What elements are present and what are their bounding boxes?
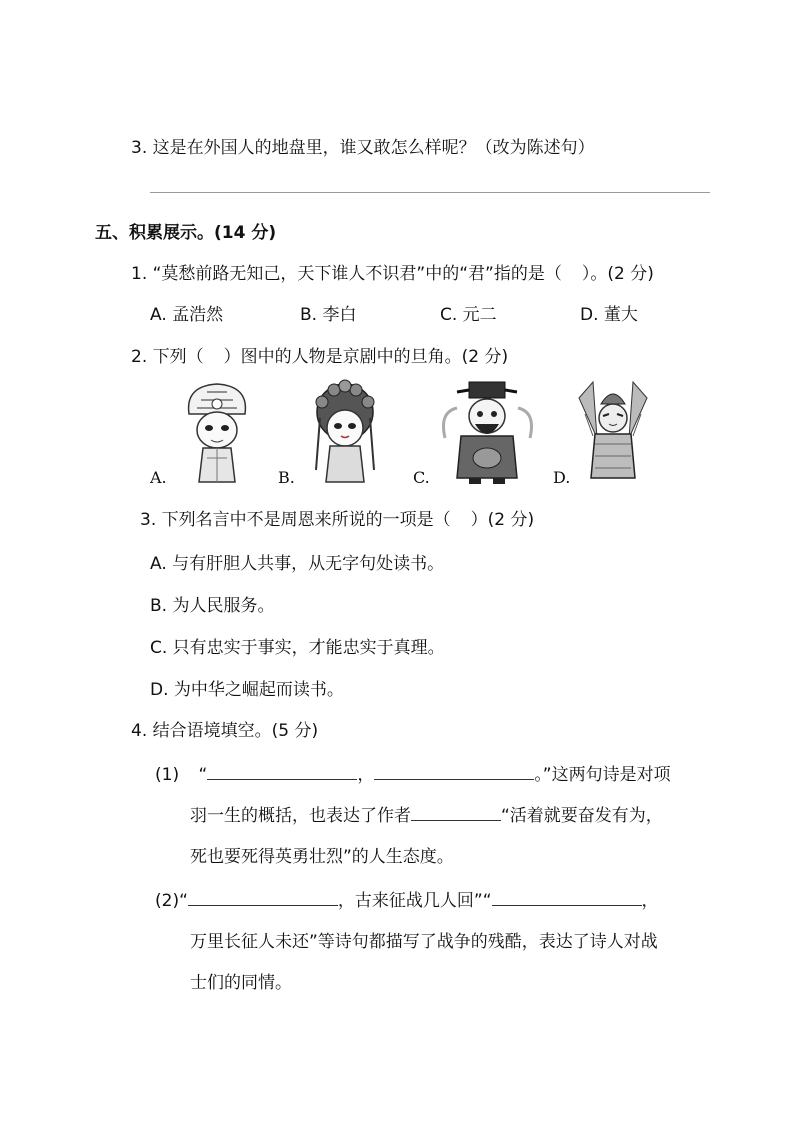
q2-stem-part-b: ）图中的人物是京剧中的旦角。(2 分) — [223, 347, 509, 367]
figure-label-c: C. — [413, 468, 430, 487]
q3-stem-part-a: 3. 下列名言中不是周恩来所说的一项是（ — [140, 510, 451, 530]
q3-option-d[interactable]: D. 为中华之崛起而读书。 — [150, 680, 344, 700]
opera-figure-c-icon[interactable] — [435, 378, 540, 488]
section-title: 五、积累展示。(14 分) — [95, 223, 277, 243]
q4-part1-line1 — [155, 760, 671, 785]
q3-option-a[interactable]: A. 与有肝胆人共事，从无字句处读书。 — [150, 554, 445, 574]
figure-label-d: D. — [553, 468, 571, 487]
q1-option-a[interactable]: A. 孟浩然 — [150, 305, 224, 325]
q1-stem — [131, 259, 654, 284]
q2-stem — [131, 342, 508, 367]
opera-figure-a-icon[interactable] — [175, 378, 260, 488]
q4-part1-blank-2[interactable] — [374, 763, 534, 780]
q4-part2-number: (2) — [155, 891, 180, 911]
q3-stem-part-b: ）(2 分) — [470, 510, 535, 530]
q3-option-c[interactable]: C. 只有忠实于事实，才能忠实于真理。 — [150, 638, 445, 658]
answer-line[interactable] — [150, 192, 710, 193]
q4-part2-blank-1[interactable] — [188, 889, 338, 906]
q4-part1-blank-3[interactable] — [411, 804, 501, 821]
q4-part2-open-quote: “ — [179, 891, 188, 911]
q2-stem-part-a: 2. 下列（ — [131, 347, 204, 367]
q4-part1-line2-a: 羽一生的概括，也表达了作者 — [190, 806, 411, 826]
q1-stem-part-a: 1. “莫愁前路无知己，天下谁人不识君”中的“君”指的是（ — [131, 264, 562, 284]
figure-label-b: B. — [278, 468, 295, 487]
q3-option-b[interactable]: B. 为人民服务。 — [150, 596, 275, 616]
q4-part1-line3: 死也要死得英勇壮烈”的人生态度。 — [190, 847, 454, 867]
q4-part2-blank-2[interactable] — [492, 889, 642, 906]
q1-option-d[interactable]: D. 董大 — [580, 305, 638, 325]
q3-stem — [140, 505, 534, 530]
rewrite-question: 3. 这是在外国人的地盘里，谁又敢怎么样呢？（改为陈述句） — [131, 138, 595, 158]
opera-figure-b-icon[interactable] — [300, 378, 390, 488]
q1-option-c[interactable]: C. 元二 — [440, 305, 497, 325]
q4-part1-line2-b: “活着就要奋发有为， — [501, 806, 663, 826]
q4-part2-line3: 士们的同情。 — [190, 973, 292, 993]
figure-label-a: A. — [150, 468, 167, 487]
q4-part1-number: (1) — [155, 765, 180, 785]
opera-figure-d-icon[interactable] — [573, 378, 653, 488]
q4-part1-close: 。”这两句诗是对项 — [534, 765, 671, 785]
q1-stem-part-b: ）。(2 分) — [581, 264, 654, 284]
q4-part1-comma: ， — [357, 765, 375, 785]
q4-part1-blank-1[interactable] — [207, 763, 357, 780]
q1-option-b[interactable]: B. 李白 — [300, 305, 357, 325]
q4-part2-mid: ，古来征战几人回”“ — [337, 891, 492, 911]
q4-stem: 4. 结合语境填空。(5 分) — [131, 721, 319, 741]
q4-part2-comma: ， — [641, 891, 659, 911]
q4-part2-line2: 万里长征人未还”等诗句都描写了战争的残酷，表达了诗人对战 — [190, 932, 658, 952]
q4-part2-line1 — [155, 886, 659, 911]
q4-part1-line2 — [190, 801, 663, 826]
q4-part1-open-quote: “ — [198, 765, 208, 785]
